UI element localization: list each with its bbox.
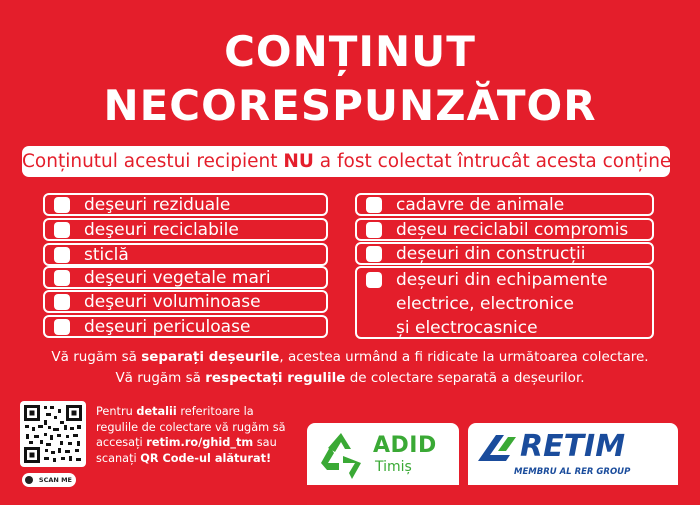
phone-icon [25,476,33,484]
adid-location: Timiș [375,459,412,475]
notice-banner [22,146,670,177]
option-box [43,266,328,289]
option-label: sticlă [84,244,129,265]
adid-name: ADID [373,433,437,458]
adid-logo [307,423,459,485]
guide-link[interactable]: retim.ro/ghid_tm [146,436,254,449]
option-label: deșeuri din construcții [396,243,586,264]
option-box [355,266,654,339]
details-text: Pentru detalii referitoare la regulile de colectare vă rugăm să accesați retim.ro/ghid_tm sau scanați QR Code-ul alăturat! [96,405,286,465]
option-label: cadavre de animale [396,194,565,215]
option-label-line: electrice, electronice [396,294,574,314]
qr-code[interactable] [20,401,86,467]
option-label: deşeuri reziduale [84,194,231,215]
option-label: deşeuri reciclabile [84,219,239,240]
option-label: deşeuri voluminoase [84,291,261,312]
scan-me-label: SCAN ME [22,473,76,487]
checkbox[interactable] [54,197,70,213]
recycle-icon [315,429,367,481]
option-box [355,193,654,216]
option-label-line: și electrocasnice [396,318,538,338]
option-box [355,218,654,241]
rules-note: Vă rugăm să respectați regulile de colectare separată a deșeurilor. [115,370,585,386]
option-box [43,290,328,313]
option-label: deşeuri periculoase [84,316,251,337]
checkbox[interactable] [366,222,382,238]
option-box [355,242,654,265]
checkbox[interactable] [366,272,382,288]
option-label: deşeuri vegetale mari [84,267,271,288]
checkbox[interactable] [54,294,70,310]
option-label: deșeu reciclabil compromis [396,219,629,240]
retim-logo [468,423,678,485]
separate-waste-note: Vă rugăm să separați deșeurile, acestea urmând a fi ridicate la următoarea colectare. [51,349,649,365]
retim-name: RETIM [520,429,626,464]
banner-text-after: a fost colectat întrucât acesta conține [319,151,672,172]
title-line-1: CONȚINUT [224,27,476,76]
option-box [43,243,328,266]
checkbox[interactable] [54,247,70,263]
title-line-2: NECORESPUNZĂTOR [103,81,597,130]
retim-mark-icon [476,431,524,465]
qr-code-icon [20,401,86,467]
retim-tagline: MEMBRU AL RER GROUP [514,467,631,477]
checkbox[interactable] [54,270,70,286]
checkbox[interactable] [366,246,382,262]
checkbox[interactable] [54,319,70,335]
banner-emphasis: NU [283,151,314,172]
banner-text-before: Conținutul acestui recipient [22,151,278,172]
option-box [43,193,328,216]
checkbox[interactable] [366,197,382,213]
option-box [43,315,328,338]
option-box [43,218,328,241]
checkbox[interactable] [54,222,70,238]
option-label-line: deșeuri din echipamente [396,270,608,290]
